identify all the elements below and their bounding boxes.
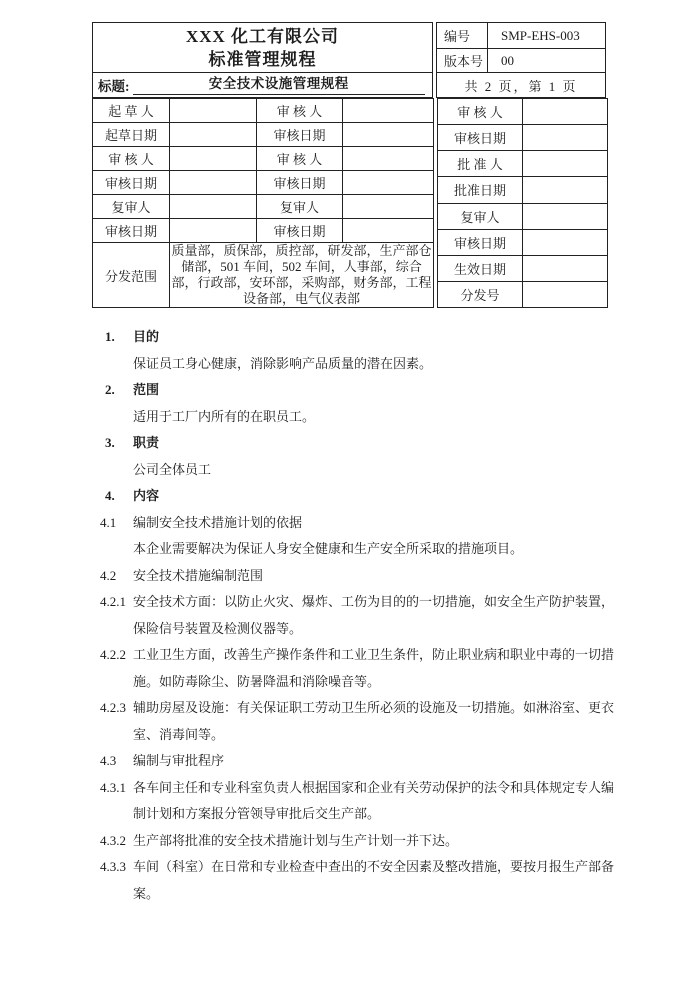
sign-label-cell: 审核日期 — [257, 171, 343, 195]
paragraph-text: 编制安全技术措施计划的依据 — [133, 514, 303, 530]
section-heading — [92, 483, 615, 510]
blank-cell — [523, 125, 608, 151]
blank-cell — [523, 281, 608, 307]
distribution-no-label: 分发号 — [438, 281, 523, 307]
version-label: 版本号 — [437, 49, 488, 72]
body-subsection — [92, 854, 615, 907]
version-row — [437, 49, 605, 73]
blank-cell — [343, 219, 434, 243]
sign-label-cell: 审核日期 — [93, 219, 170, 243]
header-top-row — [92, 22, 606, 98]
table-row — [93, 195, 434, 219]
header-right-block — [436, 22, 606, 98]
blank-cell — [170, 195, 257, 219]
effective-date-label: 生效日期 — [438, 255, 523, 281]
section-title: 内容 — [133, 488, 160, 503]
sign-label-cell: 起草日期 — [93, 123, 170, 147]
subject-value: 安全技术设施管理规程 — [133, 75, 426, 95]
subsection-number: 4.2.2 — [100, 647, 126, 662]
paragraph-text: 安全技术措施编制范围 — [133, 567, 264, 583]
blank-cell — [343, 195, 434, 219]
paragraph-text: 公司全体员工 — [133, 461, 212, 477]
sign-label-cell: 批准日期 — [438, 177, 523, 203]
subsection-number: 4.2 — [100, 567, 117, 583]
body-subsection — [92, 695, 615, 748]
section-heading — [92, 324, 615, 351]
header-left-block — [92, 22, 433, 98]
subsection-number: 4.3.3 — [100, 859, 126, 874]
table-row — [438, 151, 608, 177]
paragraph-text: 适用于工厂内所有的在职员工。 — [133, 408, 316, 424]
sign-label-cell: 审核日期 — [257, 123, 343, 147]
body-subsection — [92, 748, 615, 775]
table-row — [93, 219, 434, 243]
version-value: 00 — [501, 52, 514, 68]
blank-cell — [343, 147, 434, 171]
subsection-number: 4.2.3 — [100, 700, 126, 715]
table-row — [93, 123, 434, 147]
paragraph-text: 各车间主任和专业科室负责人根据国家和企业有关劳动保护的法令和具体规定专人编制计划和方案报分管领导审批后交生产部。 — [133, 779, 615, 821]
subsection-number: 4.1 — [100, 514, 117, 530]
table-row — [438, 125, 608, 151]
sign-label-cell: 复审人 — [257, 195, 343, 219]
blank-cell — [523, 99, 608, 125]
blank-cell — [343, 123, 434, 147]
table-row — [438, 177, 608, 203]
sign-label-cell: 复审人 — [93, 195, 170, 219]
blank-cell — [170, 99, 257, 123]
body-subsection — [92, 642, 615, 695]
sign-label-cell: 审 核 人 — [438, 99, 523, 125]
sign-label-cell: 审 核 人 — [93, 147, 170, 171]
subsection-number: 4.3.2 — [100, 832, 126, 848]
code-row — [437, 23, 605, 49]
subsection-number: 4.3.1 — [100, 779, 126, 795]
section-title: 目的 — [133, 329, 160, 344]
code-value: SMP-EHS-003 — [501, 27, 580, 43]
company-title: XXX 化工有限公司 — [185, 26, 340, 46]
blank-cell — [170, 123, 257, 147]
body-subsection — [92, 775, 615, 828]
sign-label-cell: 审核日期 — [257, 219, 343, 243]
paragraph-text: 工业卫生方面，改善生产操作条件和工业卫生条件，防止职业病和职业中毒的一切措施。如防毒除尘、防暑降温和消除噪音等。 — [133, 647, 615, 689]
document-header-table — [92, 22, 606, 308]
distribution-scope-label: 分发范围 — [93, 243, 170, 308]
body-paragraph — [92, 404, 615, 431]
table-row — [93, 147, 434, 171]
sign-label-cell: 起 草 人 — [93, 99, 170, 123]
table-row — [438, 229, 608, 255]
section-title: 职责 — [133, 435, 160, 450]
distribution-scope-value: 质量部，质保部，质控部，研发部，生产部仓储部，501 车间，502 车间，人事部，综合部，行政部，安环部，采购部，财务部，工程设备部，电气仪表部 — [171, 243, 432, 306]
paragraph-text: 保证员工身心健康，消除影响产品质量的潜在因素。 — [133, 355, 433, 371]
blank-cell — [170, 147, 257, 171]
blank-cell — [523, 229, 608, 255]
section-title: 范围 — [133, 382, 160, 397]
sign-label-cell: 审 核 人 — [257, 99, 343, 123]
doc-type-title: 标准管理规程 — [208, 49, 317, 69]
blank-cell — [170, 219, 257, 243]
sign-label-cell: 复审人 — [438, 203, 523, 229]
table-row — [93, 99, 434, 123]
body-subsection — [92, 828, 615, 855]
blank-cell — [343, 171, 434, 195]
blank-cell — [343, 99, 434, 123]
table-row — [93, 243, 434, 308]
paragraph-text: 辅助房屋及设施：有关保证职工劳动卫生所必须的设施及一切措施。如淋浴室、更衣室、消毒间等。 — [133, 700, 615, 742]
table-row — [438, 99, 608, 125]
blank-cell — [523, 151, 608, 177]
paragraph-text: 安全技术方面：以防止火灾、爆炸、工伤为目的的一切措施，如安全生产防护装置，保险信号装置及检测仪器等。 — [133, 594, 615, 636]
table-row — [93, 171, 434, 195]
section-heading — [92, 377, 615, 404]
subsection-number: 4.2.1 — [100, 594, 126, 609]
signature-grid-row — [92, 98, 606, 308]
title-cell — [92, 22, 433, 73]
subject-row — [92, 73, 433, 98]
blank-cell — [523, 203, 608, 229]
sign-label-cell: 审核日期 — [438, 125, 523, 151]
section-number: 3. — [105, 435, 115, 450]
body-paragraph — [92, 536, 615, 563]
section-number: 4. — [105, 488, 115, 503]
sign-label-cell: 批 准 人 — [438, 151, 523, 177]
code-label: 编号 — [437, 23, 488, 48]
sign-label-cell: 审核日期 — [93, 171, 170, 195]
sign-label-cell: 审 核 人 — [257, 147, 343, 171]
paragraph-text: 车间（科室）在日常和专业检查中查出的不安全因素及整改措施，要按月报生产部备案。 — [133, 859, 615, 901]
blank-cell — [170, 171, 257, 195]
body-subsection — [92, 563, 615, 590]
section-number: 2. — [105, 382, 115, 397]
blank-cell — [523, 177, 608, 203]
body-paragraph — [92, 457, 615, 484]
sign-label-cell: 审核日期 — [438, 229, 523, 255]
body-subsection — [92, 589, 615, 642]
section-number: 1. — [105, 329, 115, 344]
paragraph-text: 本企业需要解决为保证人身安全健康和生产安全所采取的措施项目。 — [133, 541, 524, 556]
blank-cell — [523, 255, 608, 281]
body-paragraph — [92, 351, 615, 378]
signature-table-left — [92, 98, 434, 308]
signature-table-right — [437, 98, 608, 308]
document-body — [92, 324, 615, 907]
body-subsection — [92, 510, 615, 537]
table-row — [438, 203, 608, 229]
paragraph-text: 编制与审批程序 — [133, 753, 225, 768]
section-heading — [92, 430, 615, 457]
subject-label: 标题: — [98, 79, 130, 94]
subsection-number: 4.3 — [100, 753, 117, 768]
page-info: 共 2 页，第 1 页 — [464, 78, 578, 94]
paragraph-text: 生产部将批准的安全技术措施计划与生产计划一并下达。 — [133, 832, 459, 848]
table-row — [438, 255, 608, 281]
table-row — [438, 281, 608, 307]
